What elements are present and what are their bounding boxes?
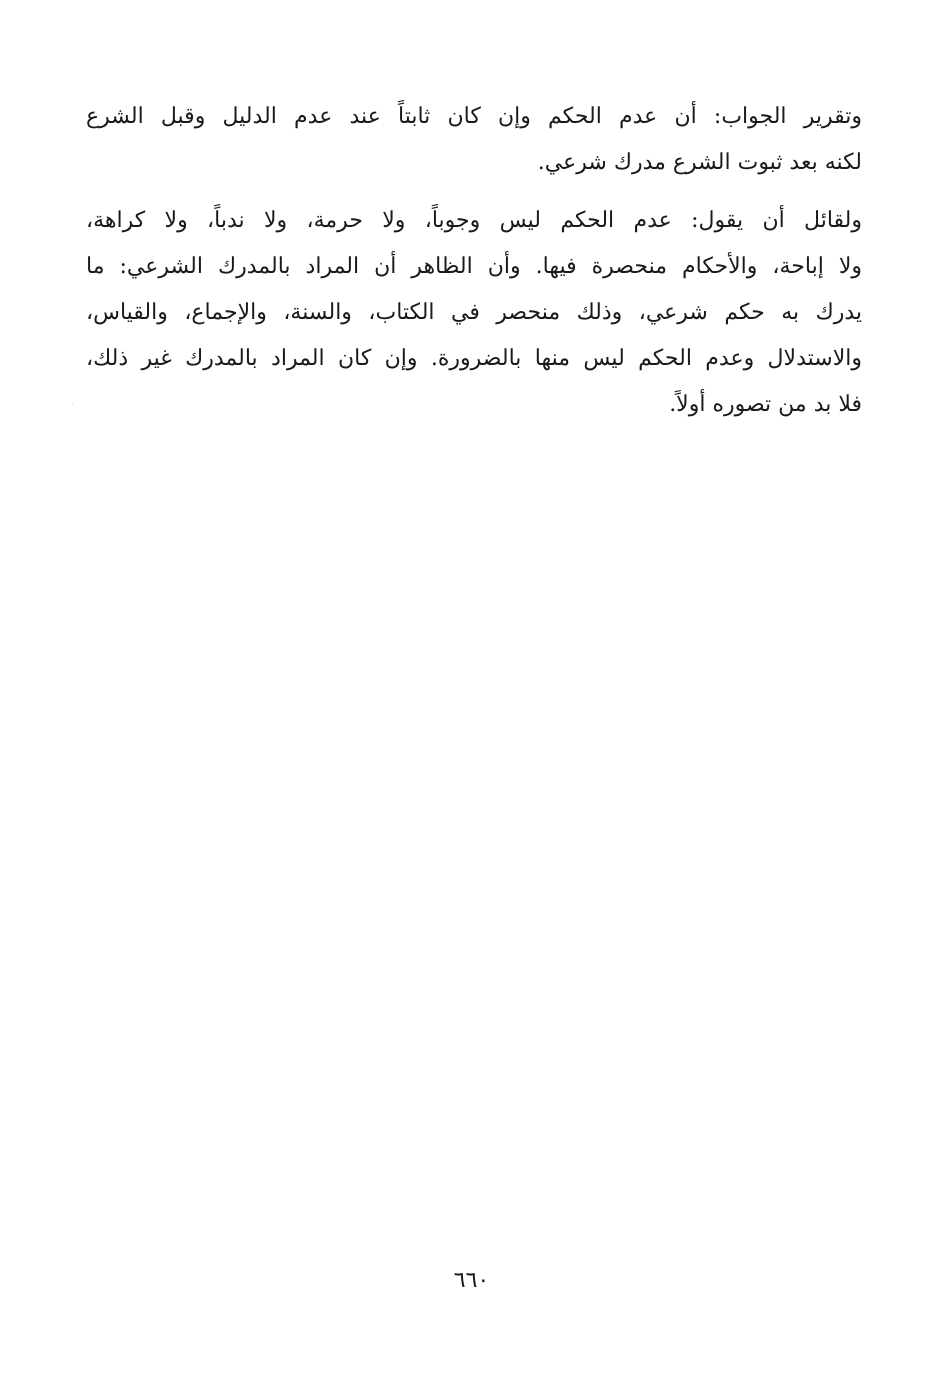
paragraph-line: والاستدلال وعدم الحكم ليس منها بالضرورة. وإن كان المراد بالمدرك غير ذلك، (86, 346, 862, 371)
paragraph-line: ولقائل أن يقول: عدم الحكم ليس وجوباً، ولا حرمة، ولا ندباً، ولا كراهة، (86, 208, 862, 233)
paragraph-line: يدرك به حكم شرعي، وذلك منحصر في الكتاب، والسنة، والإجماع، والقياس، (86, 300, 862, 325)
paragraph-line: وتقرير الجواب: أن عدم الحكم وإن كان ثابتاً عند عدم الدليل وقبل الشرع (86, 104, 862, 129)
paragraph-objection (86, 198, 862, 428)
paragraph-line: فلا بد من تصوره أولاً. (669, 392, 862, 417)
paragraph-answer (86, 94, 862, 186)
page-number: ٦٦٠ (453, 1268, 490, 1293)
paragraph-line: ولا إباحة، والأحكام منحصرة فيها. وأن الظاهر أن المراد بالمدرك الشرعي: ما (86, 254, 862, 279)
paragraph-line: لكنه بعد ثبوت الشرع مدرك شرعي. (537, 150, 862, 175)
margin-mark (72, 404, 73, 405)
